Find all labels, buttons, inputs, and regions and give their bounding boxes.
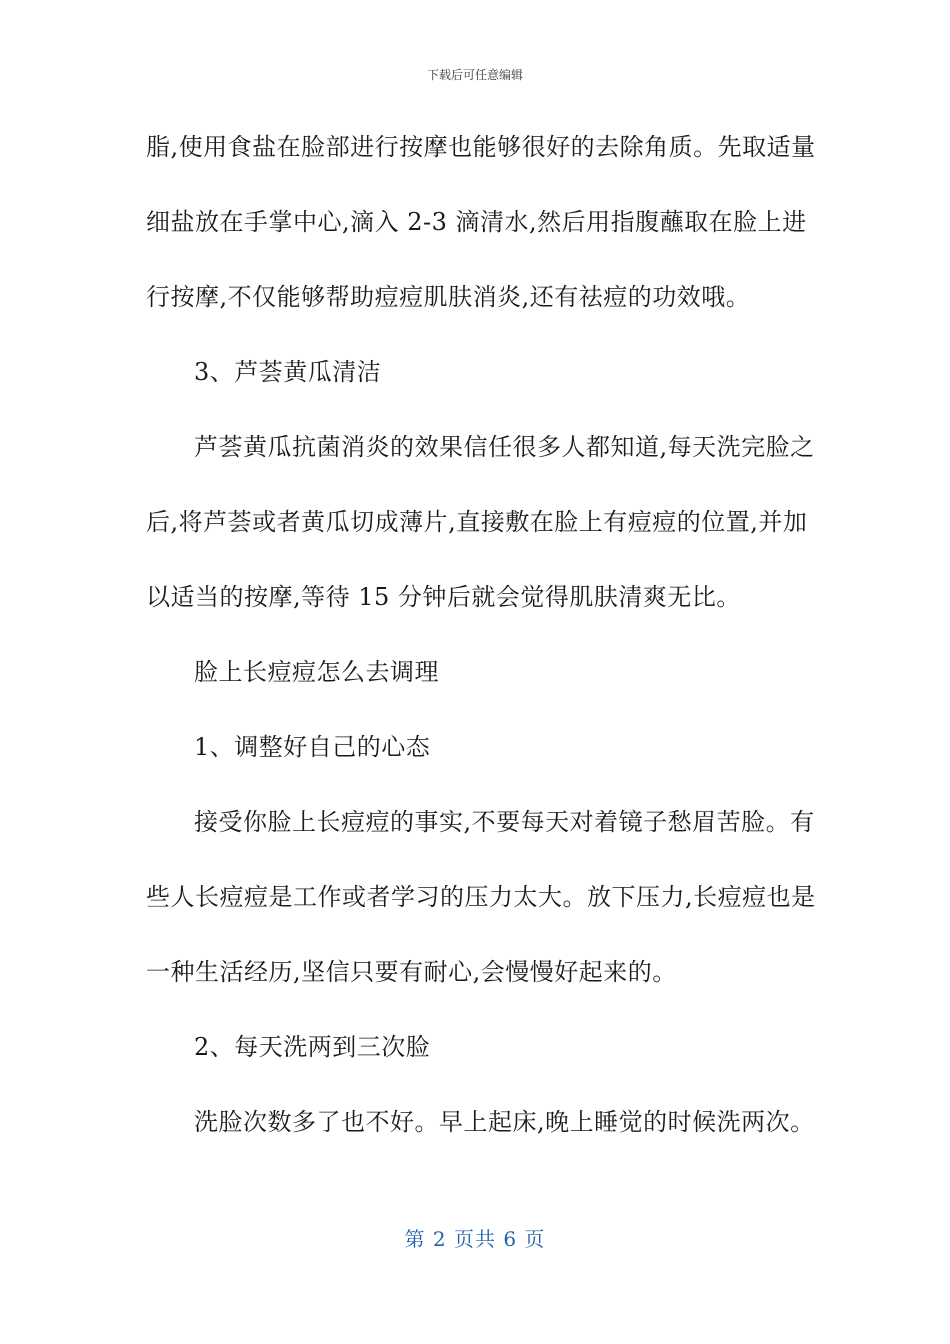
section-heading: 1、调整好自己的心态 [194, 733, 431, 761]
paragraph-line: 一种生活经历,坚信只要有耐心,会慢慢好起来的。 [146, 958, 677, 986]
section-heading: 3、芦荟黄瓜清洁 [194, 358, 382, 386]
header-note: 下载后可任意编辑 [426, 68, 523, 82]
paragraph-line: 后,将芦荟或者黄瓜切成薄片,直接敷在脸上有痘痘的位置,并加 [146, 508, 808, 536]
paragraph-line: 细盐放在手掌中心,滴入 2-3 滴清水,然后用指腹蘸取在脸上进 [146, 208, 807, 236]
paragraph-line: 行按摩,不仅能够帮助痘痘肌肤消炎,还有祛痘的功效哦。 [146, 283, 751, 311]
paragraph-line: 脂,使用食盐在脸部进行按摩也能够很好的去除角质。先取适量 [146, 133, 816, 161]
paragraph-line: 芦荟黄瓜抗菌消炎的效果信任很多人都知道,每天洗完脸之 [194, 433, 815, 461]
paragraph-line: 接受你脸上长痘痘的事实,不要每天对着镜子愁眉苦脸。有 [194, 808, 815, 836]
section-heading: 脸上长痘痘怎么去调理 [194, 658, 439, 686]
paragraph-line: 些人长痘痘是工作或者学习的压力太大。放下压力,长痘痘也是 [146, 883, 816, 911]
section-heading: 2、每天洗两到三次脸 [194, 1033, 431, 1061]
paragraph-line: 以适当的按摩,等待 15 分钟后就会觉得肌肤清爽无比。 [146, 583, 741, 611]
document-body [146, 122, 816, 1172]
paragraph-line: 洗脸次数多了也不好。早上起床,晚上睡觉的时候洗两次。 [194, 1108, 815, 1136]
page-number-footer: 第 2 页共 6 页 [404, 1227, 546, 1251]
